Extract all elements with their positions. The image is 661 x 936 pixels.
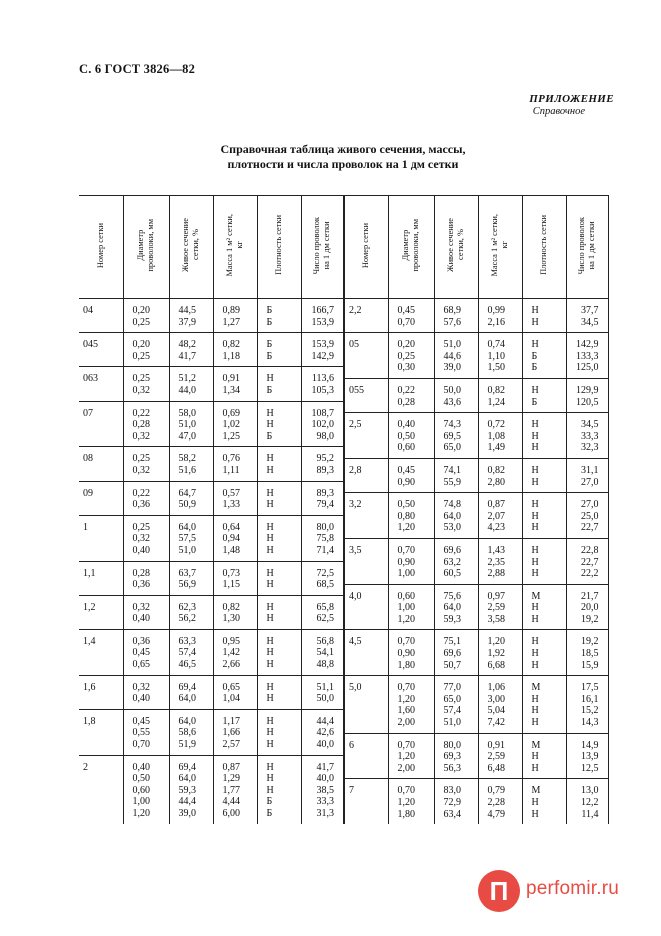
table-row [79, 709, 343, 755]
mass-cell: 0,82 1,30 [213, 595, 257, 629]
table-row [344, 733, 608, 779]
header-density: Плотность сетки [257, 196, 301, 299]
table-row [344, 458, 608, 492]
mesh-number-cell: 7 [344, 779, 388, 824]
diameter-cell: 0,70 1,20 1,80 [388, 779, 434, 824]
wire-count-cell: 113,6 105,3 [301, 367, 343, 401]
mesh-number-cell: 09 [79, 481, 123, 515]
mass-cell: 0,99 2,16 [478, 299, 522, 333]
density-cell: Б Б [257, 333, 301, 367]
mesh-number-cell: 5,0 [344, 676, 388, 733]
open-area-cell: 44,5 37,9 [169, 299, 213, 333]
wire-count-cell: 21,7 20,0 19,2 [566, 584, 608, 630]
mass-cell: 0,79 2,28 4,79 [478, 779, 522, 824]
mass-cell: 0,82 2,80 [478, 458, 522, 492]
density-cell: Н Н Б [257, 401, 301, 447]
appendix-subtitle: Справочное [532, 106, 585, 117]
wire-count-cell: 14,9 13,9 12,5 [566, 733, 608, 779]
wire-count-cell: 95,2 89,3 [301, 447, 343, 481]
diameter-cell: 0,25 0,32 [123, 367, 169, 401]
open-area-cell: 80,0 69,3 56,3 [434, 733, 478, 779]
density-cell: М Н Н [522, 733, 566, 779]
table-row [79, 515, 343, 561]
mass-cell: 0,73 1,15 [213, 561, 257, 595]
density-cell: Н Н Н [522, 630, 566, 676]
diameter-cell: 0,45 0,55 0,70 [123, 709, 169, 755]
diameter-cell: 0,60 1,00 1,20 [388, 584, 434, 630]
wire-count-cell: 13,0 12,2 11,4 [566, 779, 608, 824]
diameter-cell: 0,45 0,90 [388, 458, 434, 492]
mass-cell: 1,17 1,66 2,57 [213, 709, 257, 755]
wire-count-cell: 129,9 120,5 [566, 378, 608, 412]
density-cell: Н Б [257, 367, 301, 401]
mass-cell: 1,06 3,00 5,04 7,42 [478, 676, 522, 733]
diameter-cell: 0,25 0,32 0,40 [123, 515, 169, 561]
diameter-cell: 0,70 0,90 1,00 [388, 538, 434, 584]
density-cell: Н Н Н [522, 493, 566, 539]
density-cell: М Н Н [522, 584, 566, 630]
wire-count-cell: 34,5 33,3 32,3 [566, 413, 608, 459]
density-cell: Н Н [522, 299, 566, 333]
density-cell: М Н Н [522, 779, 566, 824]
table-row [79, 629, 343, 675]
density-cell: М Н Н Н [522, 676, 566, 733]
table-row [344, 584, 608, 630]
wire-count-cell: 142,9 133,3 125,0 [566, 333, 608, 379]
mesh-table-right [343, 195, 609, 824]
open-area-cell: 75,6 64,0 59,3 [434, 584, 478, 630]
mesh-number-cell: 2,8 [344, 458, 388, 492]
table-title-line-1: Справочная таблица живого сечения, массы, [220, 142, 466, 156]
density-cell: Н Н [257, 561, 301, 595]
mesh-number-cell: 1,2 [79, 595, 123, 629]
table-row [79, 401, 343, 447]
mesh-number-cell: 1,6 [79, 675, 123, 709]
wire-count-cell: 27,0 25,0 22,7 [566, 493, 608, 539]
diameter-cell: 0,70 0,90 1,80 [388, 630, 434, 676]
diameter-cell: 0,40 0,50 0,60 [388, 413, 434, 459]
open-area-cell: 63,7 56,9 [169, 561, 213, 595]
table-row [79, 333, 343, 367]
mesh-number-cell: 4,0 [344, 584, 388, 630]
density-cell: Н Н Н [522, 538, 566, 584]
density-cell: Н Н [257, 447, 301, 481]
open-area-cell: 75,1 69,6 50,7 [434, 630, 478, 676]
diameter-cell: 0,20 0,25 0,30 [388, 333, 434, 379]
diameter-cell: 0,50 0,80 1,20 [388, 493, 434, 539]
mass-cell: 0,97 2,59 3,58 [478, 584, 522, 630]
table-title-line-2: плотности и числа проволок на 1 дм сетки [227, 157, 459, 171]
open-area-cell: 69,4 64,0 [169, 675, 213, 709]
mass-cell: 0,82 1,24 [478, 378, 522, 412]
diameter-cell: 0,40 0,50 0,60 1,00 1,20 [123, 755, 169, 823]
mesh-number-cell: 2,2 [344, 299, 388, 333]
table-row [79, 675, 343, 709]
open-area-cell: 83,0 72,9 63,4 [434, 779, 478, 824]
mass-cell: 0,76 1,11 [213, 447, 257, 481]
table-row [344, 630, 608, 676]
mass-cell: 0,74 1,10 1,50 [478, 333, 522, 379]
appendix-title: ПРИЛОЖЕНИЕ [529, 93, 614, 105]
table-row [344, 378, 608, 412]
table-row [79, 367, 343, 401]
mesh-number-cell: 055 [344, 378, 388, 412]
density-cell: Н Н [257, 481, 301, 515]
mass-cell: 1,20 1,92 6,68 [478, 630, 522, 676]
density-cell: Н Н [257, 595, 301, 629]
table-row [344, 333, 608, 379]
wire-count-cell: 44,4 42,6 40,0 [301, 709, 343, 755]
mesh-number-cell: 05 [344, 333, 388, 379]
mass-cell: 0,82 1,18 [213, 333, 257, 367]
mesh-number-cell: 1 [79, 515, 123, 561]
header-diameter: Диаметр проволоки, мм [388, 196, 434, 299]
mesh-number-cell: 08 [79, 447, 123, 481]
diameter-cell: 0,36 0,45 0,65 [123, 629, 169, 675]
mass-cell: 0,95 1,42 2,66 [213, 629, 257, 675]
mesh-number-cell: 2,5 [344, 413, 388, 459]
mesh-number-cell: 1,8 [79, 709, 123, 755]
diameter-cell: 0,20 0,25 [123, 299, 169, 333]
mesh-number-cell: 6 [344, 733, 388, 779]
open-area-cell: 50,0 43,6 [434, 378, 478, 412]
diameter-cell: 0,32 0,40 [123, 675, 169, 709]
diameter-cell: 0,70 1,20 2,00 [388, 733, 434, 779]
open-area-cell: 63,3 57,4 46,5 [169, 629, 213, 675]
table-row [79, 561, 343, 595]
mesh-number-cell: 1,1 [79, 561, 123, 595]
density-cell: Н Н Н [522, 413, 566, 459]
open-area-cell: 58,2 51,6 [169, 447, 213, 481]
open-area-cell: 62,3 56,2 [169, 595, 213, 629]
mesh-number-cell: 063 [79, 367, 123, 401]
density-cell: Н Н Н [257, 515, 301, 561]
header-number: Номер сетки [344, 196, 388, 299]
wire-count-cell: 22,8 22,7 22,2 [566, 538, 608, 584]
wire-count-cell: 108,7 102,0 98,0 [301, 401, 343, 447]
mass-cell: 0,57 1,33 [213, 481, 257, 515]
open-area-cell: 51,0 44,6 39,0 [434, 333, 478, 379]
wire-count-cell: 166,7 153,9 [301, 299, 343, 333]
wire-count-cell: 89,3 79,4 [301, 481, 343, 515]
density-cell: Н Н Н Б Б [257, 755, 301, 823]
open-area-cell: 74,1 55,9 [434, 458, 478, 492]
density-cell: Н Б [522, 378, 566, 412]
watermark-logo-letter: П [489, 876, 509, 906]
wire-count-cell: 31,1 27,0 [566, 458, 608, 492]
watermark-site-text: perfomir.ru [526, 878, 620, 899]
wire-count-cell: 56,8 54,1 48,8 [301, 629, 343, 675]
header-open-area: Живое сечение сетки, % [169, 196, 213, 299]
mesh-table-left [79, 195, 343, 824]
header-mass: Масса 1 м² сетки, кг [478, 196, 522, 299]
table-row [344, 676, 608, 733]
diameter-cell: 0,20 0,25 [123, 333, 169, 367]
open-area-cell: 74,8 64,0 53,0 [434, 493, 478, 539]
mesh-number-cell: 3,2 [344, 493, 388, 539]
open-area-cell: 64,0 58,6 51,9 [169, 709, 213, 755]
diameter-cell: 0,25 0,32 [123, 447, 169, 481]
mass-cell: 0,87 2,07 4,23 [478, 493, 522, 539]
wire-count-cell: 41,7 40,0 38,5 33,3 31,3 [301, 755, 343, 823]
diameter-cell: 0,22 0,36 [123, 481, 169, 515]
mesh-number-cell: 2 [79, 755, 123, 823]
table-row [344, 538, 608, 584]
table-row [79, 299, 343, 333]
density-cell: Н Н Н [257, 709, 301, 755]
open-area-cell: 64,7 50,9 [169, 481, 213, 515]
table-row [79, 755, 343, 823]
header-wire-count: Число проволок на 1 дм сетки [566, 196, 608, 299]
mesh-number-cell: 4,5 [344, 630, 388, 676]
diameter-cell: 0,45 0,70 [388, 299, 434, 333]
mass-cell: 0,65 1,04 [213, 675, 257, 709]
table-row [79, 447, 343, 481]
open-area-cell: 69,6 63,2 60,5 [434, 538, 478, 584]
open-area-cell: 51,2 44,0 [169, 367, 213, 401]
table-row [79, 595, 343, 629]
table-header-row [79, 196, 343, 299]
diameter-cell: 0,32 0,40 [123, 595, 169, 629]
diameter-cell: 0,22 0,28 0,32 [123, 401, 169, 447]
diameter-cell: 0,70 1,20 1,60 2,00 [388, 676, 434, 733]
wire-count-cell: 80,0 75,8 71,4 [301, 515, 343, 561]
mass-cell: 0,72 1,08 1,49 [478, 413, 522, 459]
table-row [344, 493, 608, 539]
open-area-cell: 64,0 57,5 51,0 [169, 515, 213, 561]
wire-count-cell: 65,8 62,5 [301, 595, 343, 629]
density-cell: Н Б Б [522, 333, 566, 379]
mesh-number-cell: 07 [79, 401, 123, 447]
mass-cell: 0,91 2,59 6,48 [478, 733, 522, 779]
mass-cell: 0,87 1,29 1,77 4,44 6,00 [213, 755, 257, 823]
wire-count-cell: 19,2 18,5 15,9 [566, 630, 608, 676]
density-cell: Н Н [522, 458, 566, 492]
mesh-number-cell: 045 [79, 333, 123, 367]
page-header: С. 6 ГОСТ 3826—82 [79, 62, 196, 76]
wire-count-cell: 153,9 142,9 [301, 333, 343, 367]
mass-cell: 1,43 2,35 2,88 [478, 538, 522, 584]
open-area-cell: 69,4 64,0 59,3 44,4 39,0 [169, 755, 213, 823]
density-cell: Н Н Н [257, 629, 301, 675]
wire-count-cell: 17,5 16,1 15,2 14,3 [566, 676, 608, 733]
table-row [344, 779, 608, 824]
diameter-cell: 0,22 0,28 [388, 378, 434, 412]
open-area-cell: 68,9 57,6 [434, 299, 478, 333]
mass-cell: 0,69 1,02 1,25 [213, 401, 257, 447]
wire-count-cell: 37,7 34,5 [566, 299, 608, 333]
header-mass: Масса 1 м² сетки, кг [213, 196, 257, 299]
table-row [344, 413, 608, 459]
mass-cell: 0,89 1,27 [213, 299, 257, 333]
mesh-number-cell: 3,5 [344, 538, 388, 584]
density-cell: Б Б [257, 299, 301, 333]
mass-cell: 0,64 0,94 1,48 [213, 515, 257, 561]
header-density: Плотность сетки [522, 196, 566, 299]
header-diameter: Диаметр проволоки, мм [123, 196, 169, 299]
table-header-row [344, 196, 608, 299]
wire-count-cell: 51,1 50,0 [301, 675, 343, 709]
diameter-cell: 0,28 0,36 [123, 561, 169, 595]
open-area-cell: 77,0 65,0 57,4 51,0 [434, 676, 478, 733]
table-row [79, 481, 343, 515]
open-area-cell: 48,2 41,7 [169, 333, 213, 367]
wire-count-cell: 72,5 68,5 [301, 561, 343, 595]
density-cell: Н Н [257, 675, 301, 709]
open-area-cell: 74,3 69,5 65,0 [434, 413, 478, 459]
table-row [344, 299, 608, 333]
mesh-number-cell: 1,4 [79, 629, 123, 675]
mesh-number-cell: 04 [83, 305, 93, 316]
header-wire-count: Число проволок на 1 дм сетки [301, 196, 343, 299]
header-number: Номер сетки [79, 196, 123, 299]
open-area-cell: 58,0 51,0 47,0 [169, 401, 213, 447]
header-open-area: Живое сечение сетки, % [434, 196, 478, 299]
mass-cell: 0,91 1,34 [213, 367, 257, 401]
